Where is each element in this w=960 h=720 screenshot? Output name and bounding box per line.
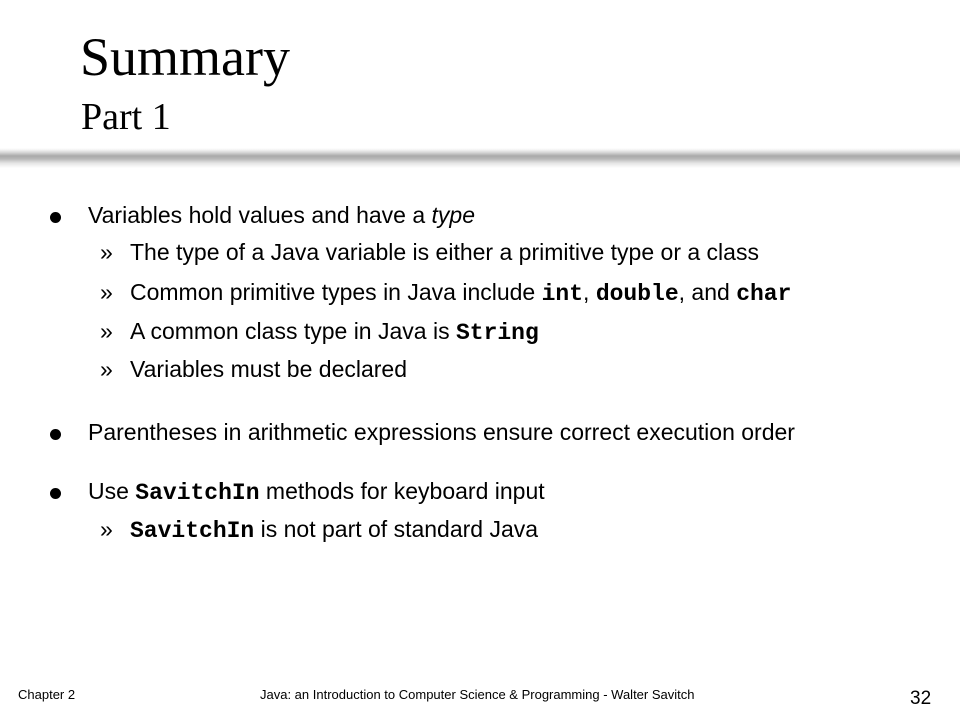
code-text: double xyxy=(595,281,679,307)
list-item: Parentheses in arithmetic expressions ensure correct execution order xyxy=(88,421,795,444)
sub-list-item: » SavitchIn is not part of standard Java xyxy=(100,516,539,544)
bullet-dot-icon xyxy=(50,429,61,440)
sub-bullet-icon: » xyxy=(100,239,113,265)
slide-title: Summary xyxy=(80,27,290,87)
bullet-dot-icon xyxy=(50,488,61,499)
footer-chapter: Chapter 2 xyxy=(18,687,76,702)
list-item: Variables hold values and have a type xyxy=(88,204,475,227)
sub-list-item: » Common primitive types in Java include int, double, and char xyxy=(100,279,792,307)
page-number: 32 xyxy=(910,688,932,709)
code-text: SavitchIn xyxy=(130,518,255,544)
sub-list-item: » A common class type in Java is String xyxy=(100,318,539,346)
list-item: Use SavitchIn methods for keyboard input xyxy=(88,480,545,505)
code-text: char xyxy=(736,281,792,307)
sub-bullet-icon: » xyxy=(100,516,113,542)
footer-course-title: Java: an Introduction to Computer Science & Programming - Walter Savitch xyxy=(260,687,695,702)
code-text: SavitchIn xyxy=(135,480,260,506)
emphasis-text: type xyxy=(431,202,476,228)
slide-subtitle: Part 1 xyxy=(81,96,171,138)
code-text: int xyxy=(541,281,584,307)
sub-bullet-icon: » xyxy=(100,279,113,305)
sub-list-item: » Variables must be declared xyxy=(100,356,407,382)
sub-bullet-icon: » xyxy=(100,318,113,344)
code-text: String xyxy=(455,320,539,346)
sub-bullet-icon: » xyxy=(100,356,113,382)
bullet-dot-icon xyxy=(50,212,61,223)
sub-list-item: » The type of a Java variable is either a primitive type or a class xyxy=(100,239,759,265)
